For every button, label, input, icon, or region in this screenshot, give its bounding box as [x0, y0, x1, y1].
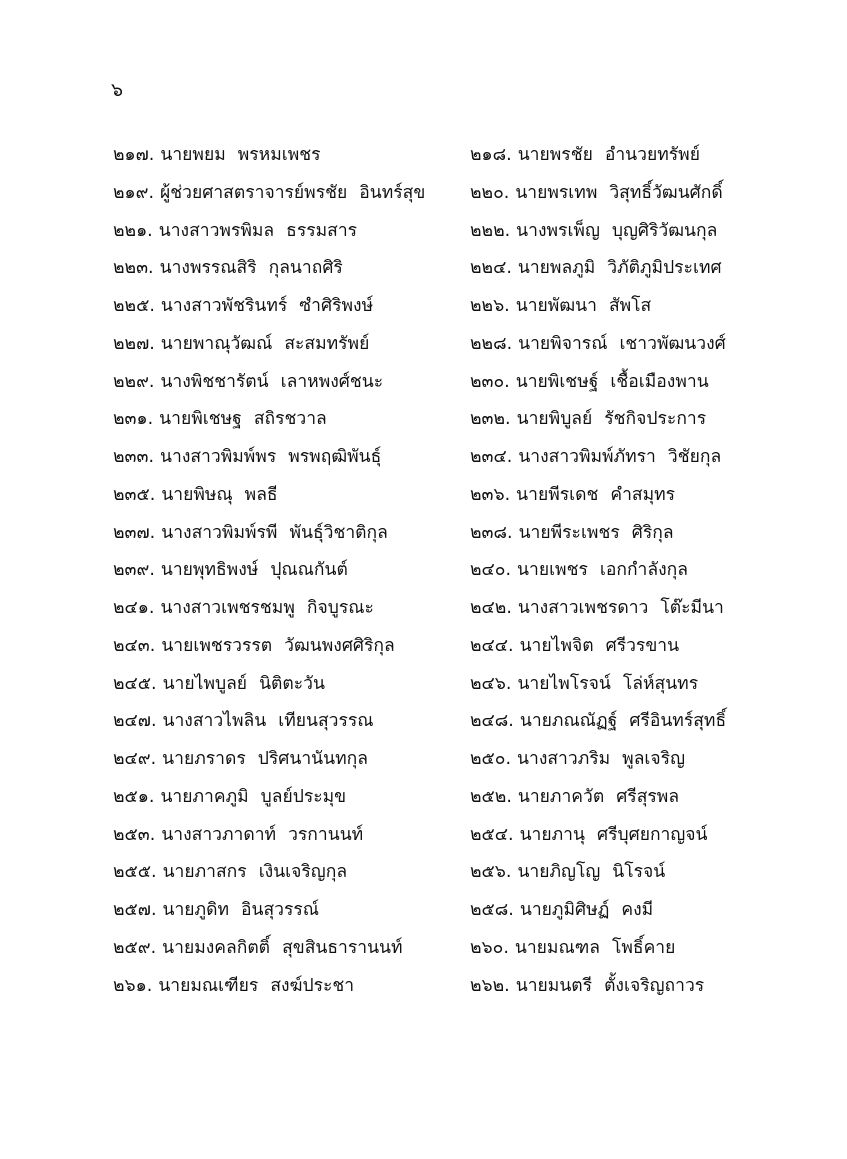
entry-surname: พันธุ์วิชาติกุล	[289, 522, 388, 543]
entry-number: ๒๒๒.	[470, 220, 511, 241]
entry-name: นายภณณัฏฐ์	[519, 711, 618, 732]
entry-surname: คงมี	[621, 900, 654, 920]
list-item	[470, 178, 753, 216]
entry-surname: ศรีบุศยกาญจน์	[596, 824, 708, 845]
entry-number: ๒๓๙.	[113, 560, 155, 581]
list-item	[470, 329, 753, 367]
entry-name: นายภูดิท	[162, 900, 229, 920]
list-item	[113, 329, 470, 367]
list-item	[470, 442, 753, 480]
entry-name: นางสาวพรพิมล	[158, 220, 275, 241]
entry-number: ๒๓๑.	[113, 409, 154, 430]
entry-name: นายพิเชษฐ์	[515, 371, 599, 392]
entry-name: นางสาวพิมพ์รพี	[161, 522, 278, 543]
list-item	[470, 140, 753, 178]
entry-number: ๒๕๔.	[470, 824, 514, 845]
entry-name: นายมณเฑียร	[158, 975, 259, 996]
entry-surname: พลธี	[244, 484, 278, 505]
list-item	[113, 140, 470, 178]
list-item	[470, 744, 753, 782]
entry-name: นายไพจิต	[519, 635, 594, 656]
entry-number: ๒๑๙.	[113, 182, 155, 203]
entry-surname: วิภัติภูมิประเทศ	[607, 258, 722, 279]
entry-surname: กิจบูรณะ	[306, 598, 374, 618]
entry-number: ๒๒๗.	[113, 333, 155, 354]
entry-name: นางสาวเพชรดาว	[517, 598, 649, 618]
list-item	[113, 404, 470, 442]
entry-number: ๒๑๗.	[113, 145, 155, 165]
list-item	[470, 216, 753, 254]
entry-name: นายพาณุวัฒณ์	[160, 333, 273, 354]
page-number: ๖	[111, 79, 124, 101]
entry-number: ๒๒๕.	[113, 296, 155, 316]
list-item	[470, 706, 753, 744]
list-item	[470, 367, 753, 405]
entry-number: ๒๖๑.	[113, 975, 153, 996]
list-item	[470, 933, 753, 971]
entry-number: ๒๕๐.	[470, 749, 512, 769]
entry-number: ๒๓๐.	[470, 371, 510, 392]
entry-name: นายมนตรี	[515, 975, 593, 996]
entry-number: ๒๕๗.	[113, 900, 157, 920]
entry-surname: วรกานนท์	[288, 824, 364, 845]
entry-surname: โพธิ์คาย	[611, 937, 676, 958]
entry-number: ๒๓๘.	[470, 522, 513, 543]
entry-surname: พูลเจริญ	[622, 749, 685, 769]
entry-surname: บูลย์ประมุข	[260, 786, 347, 807]
entry-name: ผู้ช่วยศาสตราจารย์พรชัย	[160, 182, 348, 203]
entry-surname: ศรีวรขาน	[605, 635, 680, 656]
entry-surname: นิติตะวัน	[259, 673, 325, 694]
entry-name: นายไพบูลย์	[162, 673, 248, 694]
entry-surname: บุญศิริวัฒนกุล	[611, 220, 718, 241]
entry-name: นางสาวพิมพ์ภัทรา	[518, 447, 656, 467]
entry-number: ๒๕๖.	[470, 862, 512, 883]
entry-name: นายมงคลกิตติ์	[162, 937, 271, 958]
entry-name: นายพยม	[160, 145, 226, 165]
entry-name: นายภิญโญ	[517, 862, 601, 883]
list-item	[470, 480, 753, 518]
entry-surname: ปริศนานันทกุล	[257, 749, 368, 769]
list-item	[113, 933, 470, 971]
entry-surname: ปุณณกันต์	[270, 560, 348, 581]
entry-name: นายภาสกร	[162, 862, 247, 883]
entry-surname: วิชัยกุล	[667, 447, 722, 467]
entry-number: ๒๔๗.	[113, 711, 157, 732]
entry-name: นายพิบูลย์	[516, 409, 593, 430]
entry-name: นายพิจารณ์	[518, 333, 608, 354]
entry-surname: สัพโส	[608, 296, 652, 316]
name-list	[113, 140, 753, 1008]
entry-surname: ศิริกุล	[631, 522, 674, 543]
entry-name: นายพิษณุ	[161, 484, 233, 505]
list-item	[470, 253, 753, 291]
entry-number: ๒๔๒.	[470, 598, 512, 618]
entry-number: ๒๕๑.	[113, 786, 155, 807]
list-item	[470, 857, 753, 895]
list-item	[113, 971, 470, 1009]
list-item	[113, 216, 470, 254]
list-item	[470, 593, 753, 631]
entry-surname: เงินเจริญกุล	[258, 862, 348, 883]
list-item	[113, 593, 470, 631]
entry-surname: เชื้อเมืองพาน	[610, 371, 709, 392]
entry-surname: เลาหพงศ์ชนะ	[280, 371, 384, 392]
entry-name: นายเพชรวรรต	[161, 635, 273, 656]
entry-number: ๒๒๑.	[113, 220, 153, 241]
list-item	[113, 744, 470, 782]
entry-name: นายพิเชษฐ	[159, 409, 242, 430]
entry-surname: โต๊ะมีนา	[660, 598, 724, 618]
entry-surname: โล่ห์สุนทร	[622, 673, 699, 694]
entry-number: ๒๓๖.	[470, 484, 511, 505]
entry-number: ๒๕๒.	[470, 786, 512, 807]
entry-surname: เชาวพัฒนวงศ์	[619, 333, 726, 354]
entry-name: นายภานุ	[519, 824, 585, 845]
entry-surname: นิโรจน์	[612, 862, 666, 883]
entry-number: ๒๖๐.	[470, 937, 509, 958]
list-item	[113, 367, 470, 405]
entry-surname: สะสมทรัพย์	[284, 333, 370, 354]
entry-number: ๒๔๙.	[113, 749, 157, 769]
entry-surname: สถิรชวาล	[253, 409, 327, 430]
entry-number: ๒๕๙.	[113, 937, 157, 958]
list-item	[113, 480, 470, 518]
entry-name: นางสาวภริม	[517, 749, 611, 769]
entry-surname: วัฒนพงศศิริกุล	[284, 635, 395, 656]
list-item	[113, 518, 470, 556]
entry-surname: วิสุทธิ์วัฒนศักดิ์	[609, 182, 723, 203]
entry-number: ๒๔๓.	[113, 635, 156, 656]
list-item	[113, 253, 470, 291]
entry-name: นายภราดร	[162, 749, 246, 769]
entry-number: ๒๔๕.	[113, 673, 157, 694]
list-item	[470, 291, 753, 329]
entry-name: นางพรเพ็ญ	[516, 220, 600, 241]
entry-name: นายไพโรจน์	[517, 673, 611, 694]
entry-number: ๒๒๘.	[470, 333, 513, 354]
list-item	[113, 857, 470, 895]
list-item	[113, 291, 470, 329]
entry-name: นางพรรณสิริ	[159, 258, 257, 279]
entry-surname: สงฆ์ประชา	[270, 975, 355, 996]
entry-number: ๒๔๑.	[113, 598, 155, 618]
entry-name: นางสาวไพลิน	[162, 711, 267, 732]
list-item	[470, 895, 753, 933]
entry-name: นายมณฑล	[514, 937, 600, 958]
entry-number: ๒๓๒.	[470, 409, 511, 430]
entry-number: ๒๒๐.	[470, 182, 510, 203]
entry-number: ๒๓๗.	[113, 522, 156, 543]
entry-name: นางสาวภาดาท์	[161, 824, 277, 845]
list-item	[470, 631, 753, 669]
entry-number: ๒๕๕.	[113, 862, 157, 883]
entry-surname: ศรีอินทร์สุทธิ์	[629, 711, 727, 732]
entry-name: นายพีรเดช	[516, 484, 599, 505]
list-item	[470, 669, 753, 707]
entry-surname: ตั้งเจริญถาวร	[604, 975, 705, 996]
entry-number: ๒๕๘.	[470, 900, 514, 920]
entry-surname: กุลนาถศิริ	[268, 258, 343, 279]
list-item	[113, 669, 470, 707]
list-item	[113, 706, 470, 744]
entry-number: ๒๓๕.	[113, 484, 156, 505]
entry-surname: อำนวยทรัพย์	[604, 145, 700, 165]
list-item	[470, 782, 753, 820]
entry-surname: ซำศิริพงษ์	[299, 296, 374, 316]
list-item	[113, 820, 470, 858]
list-item	[113, 782, 470, 820]
list-item	[113, 555, 470, 593]
entry-name: นายพัฒนา	[515, 296, 597, 316]
entry-name: นายภาควัต	[517, 786, 605, 807]
entry-surname: รัชกิจประการ	[604, 409, 707, 430]
entry-number: ๒๔๔.	[470, 635, 514, 656]
entry-number: ๒๒๓.	[113, 258, 154, 279]
entry-surname: คำสมุทร	[610, 484, 676, 505]
entry-number: ๒๔๖.	[470, 673, 512, 694]
entry-name: นายพุทธิพงษ์	[160, 560, 259, 581]
entry-number: ๒๕๓.	[113, 824, 156, 845]
entry-name: นายพลภูมิ	[517, 258, 596, 279]
list-item	[113, 178, 470, 216]
entry-name: นางสาวพิมพ์พร	[160, 447, 277, 467]
entry-number: ๒๓๓.	[113, 447, 155, 467]
list-item	[470, 518, 753, 556]
list-item	[470, 404, 753, 442]
entry-surname: อินทร์สุข	[359, 182, 426, 203]
list-item	[470, 555, 753, 593]
entry-surname: ธรรมสาร	[286, 220, 358, 241]
list-item	[470, 820, 753, 858]
entry-number: ๒๑๘.	[470, 145, 512, 165]
entry-name: นายเพชร	[517, 560, 588, 581]
entry-name: นางสาวพัชรินทร์	[160, 296, 288, 316]
list-item	[470, 971, 753, 1009]
entry-number: ๒๖๒.	[470, 975, 510, 996]
entry-number: ๒๒๖.	[470, 296, 510, 316]
entry-surname: ศรีสุรพล	[616, 786, 680, 807]
list-item	[113, 895, 470, 933]
entry-name: นายพีระเพชร	[518, 522, 620, 543]
entry-number: ๒๒๙.	[113, 371, 155, 392]
entry-number: ๒๔๘.	[470, 711, 514, 732]
entry-name: นายพรชัย	[517, 145, 593, 165]
entry-name: นายภูมิศิษฏ์	[519, 900, 610, 920]
entry-name: นายพรเทพ	[515, 182, 598, 203]
entry-surname: อินสุวรรณ์	[241, 900, 320, 920]
entry-number: ๒๔๐.	[470, 560, 512, 581]
entry-number: ๒๒๔.	[470, 258, 512, 279]
entry-surname: พรพฤฒิพันธุ์	[288, 447, 382, 467]
entry-surname: พรหมเพชร	[237, 145, 321, 165]
entry-surname: เทียนสุวรรณ	[278, 711, 374, 732]
entry-number: ๒๓๔.	[470, 447, 513, 467]
list-item	[113, 631, 470, 669]
entry-name: นายภาคภูมิ	[160, 786, 249, 807]
entry-surname: สุขสินธารานนท์	[282, 937, 403, 958]
entry-name: นางสาวเพชรชมพู	[160, 598, 295, 618]
entry-surname: เอกกำลังกุล	[599, 560, 688, 581]
entry-name: นางพิชชารัตน์	[160, 371, 269, 392]
list-item	[113, 442, 470, 480]
